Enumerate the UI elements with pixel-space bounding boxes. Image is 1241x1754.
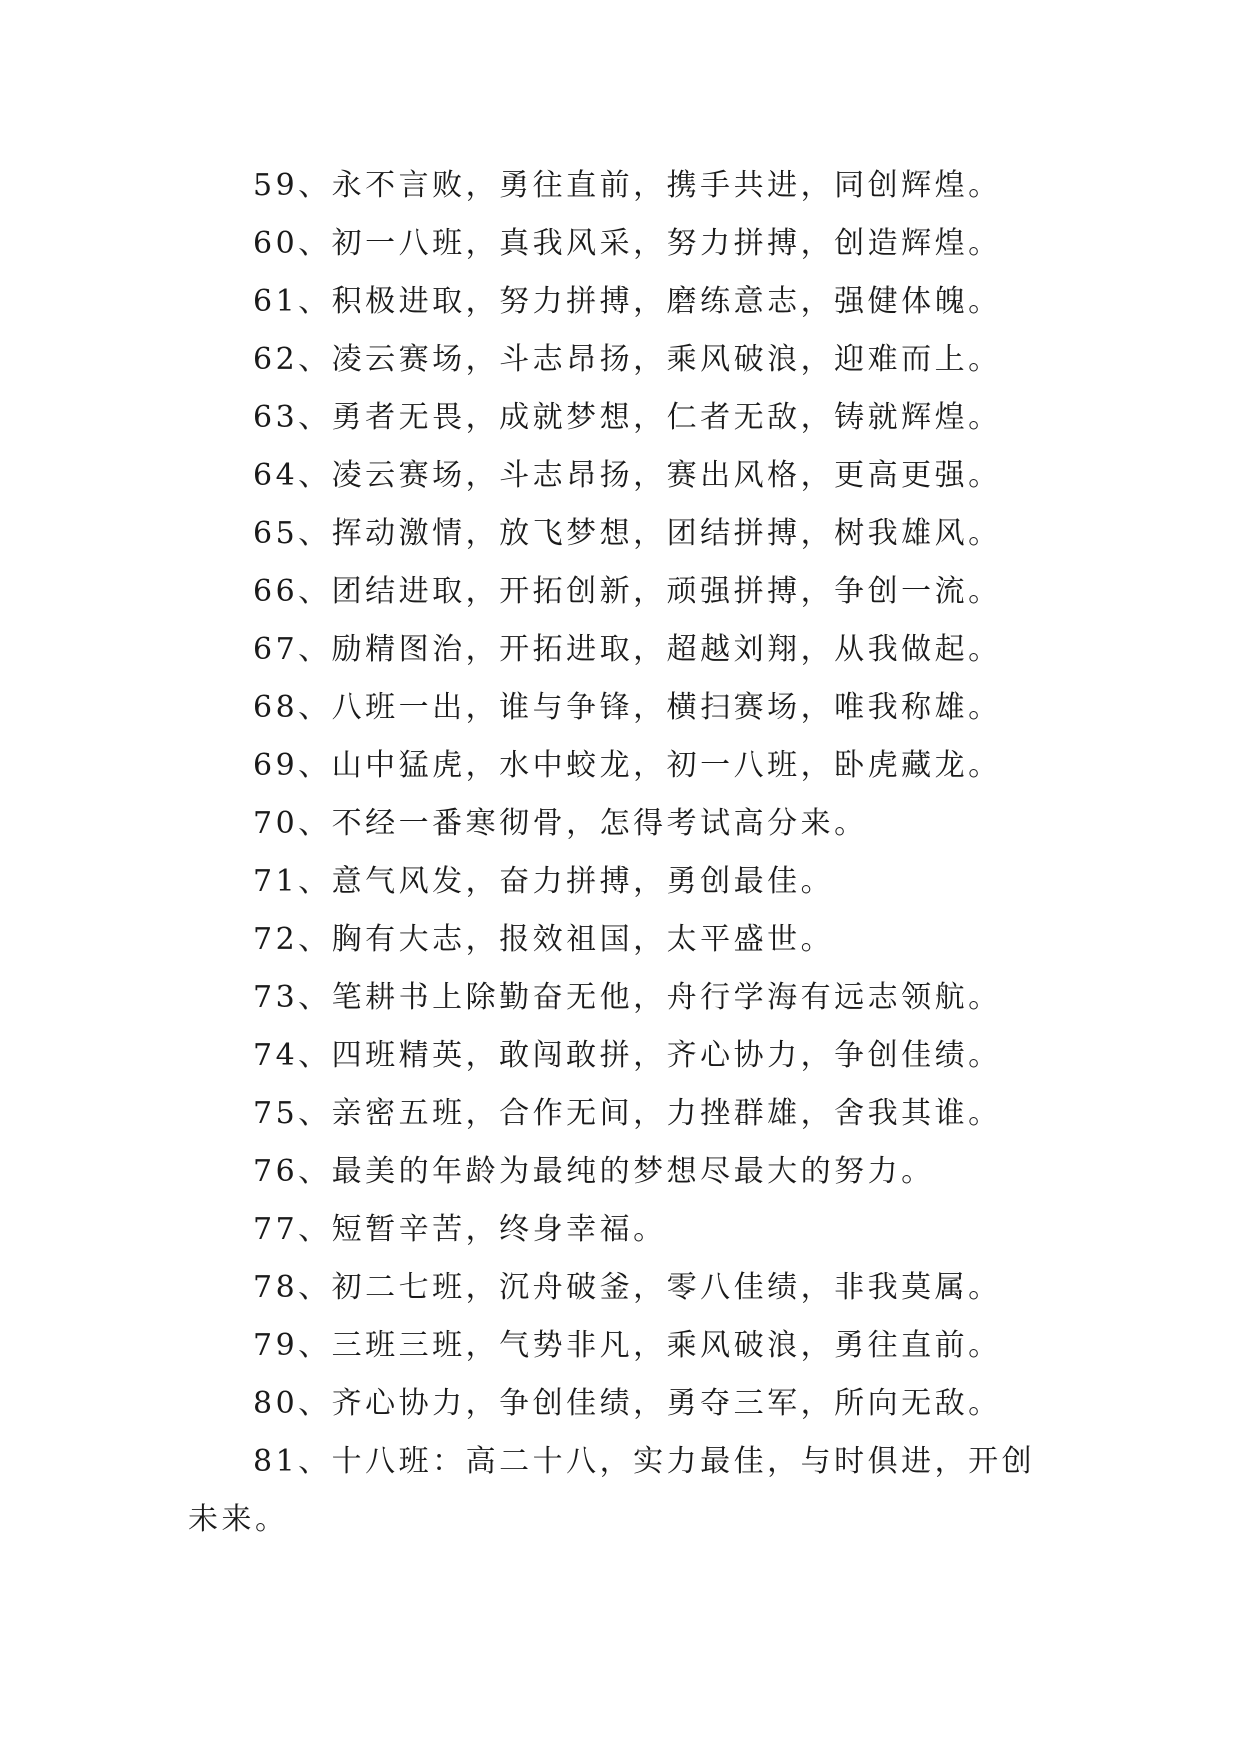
slogan-line: 66、团结进取，开拓创新，顽强拼搏，争创一流。	[253, 574, 1002, 609]
slogan-line: 81、十八班：高二十八，实力最佳，与时俱进，开创未来。	[188, 1444, 1036, 1537]
slogan-line: 60、初一八班，真我风采，努力拼搏，创造辉煌。	[253, 226, 1002, 261]
slogan-line: 64、凌云赛场，斗志昂扬，赛出风格，更高更强。	[253, 458, 1002, 493]
slogan-line: 65、挥动激情，放飞梦想，团结拼搏，树我雄风。	[253, 516, 1002, 551]
slogan-line: 73、笔耕书上除勤奋无他，舟行学海有远志领航。	[253, 980, 1002, 1015]
slogan-line: 68、八班一出，谁与争锋，横扫赛场，唯我称雄。	[253, 690, 1002, 725]
slogan-line: 71、意气风发，奋力拼搏，勇创最佳。	[253, 864, 835, 899]
slogan-line: 79、三班三班，气势非凡，乘风破浪，勇往直前。	[253, 1328, 1002, 1363]
slogan-line: 77、短暂辛苦，终身幸福。	[253, 1212, 667, 1247]
slogan-line: 76、最美的年龄为最纯的梦想尽最大的努力。	[253, 1154, 935, 1189]
slogan-list	[188, 157, 1068, 1549]
slogan-line: 80、齐心协力，争创佳绩，勇夺三军，所向无敌。	[253, 1386, 1002, 1421]
slogan-line: 63、勇者无畏，成就梦想，仁者无敌，铸就辉煌。	[253, 400, 1002, 435]
slogan-line: 67、励精图治，开拓进取，超越刘翔，从我做起。	[253, 632, 1002, 667]
slogan-line: 62、凌云赛场，斗志昂扬，乘风破浪，迎难而上。	[253, 342, 1002, 377]
slogan-line: 74、四班精英，敢闯敢拼，齐心协力，争创佳绩。	[253, 1038, 1002, 1073]
slogan-line: 72、胸有大志，报效祖国，太平盛世。	[253, 922, 835, 957]
slogan-line: 61、积极进取，努力拼搏，磨练意志，强健体魄。	[253, 284, 1002, 319]
slogan-line: 75、亲密五班，合作无间，力挫群雄，舍我其谁。	[253, 1096, 1002, 1131]
slogan-line: 59、永不言败，勇往直前，携手共进，同创辉煌。	[253, 168, 1002, 203]
slogan-line: 69、山中猛虎，水中蛟龙，初一八班，卧虎藏龙。	[253, 748, 1002, 783]
slogan-line: 78、初二七班，沉舟破釜，零八佳绩，非我莫属。	[253, 1270, 1002, 1305]
slogan-line: 70、不经一番寒彻骨，怎得考试高分来。	[253, 806, 868, 841]
